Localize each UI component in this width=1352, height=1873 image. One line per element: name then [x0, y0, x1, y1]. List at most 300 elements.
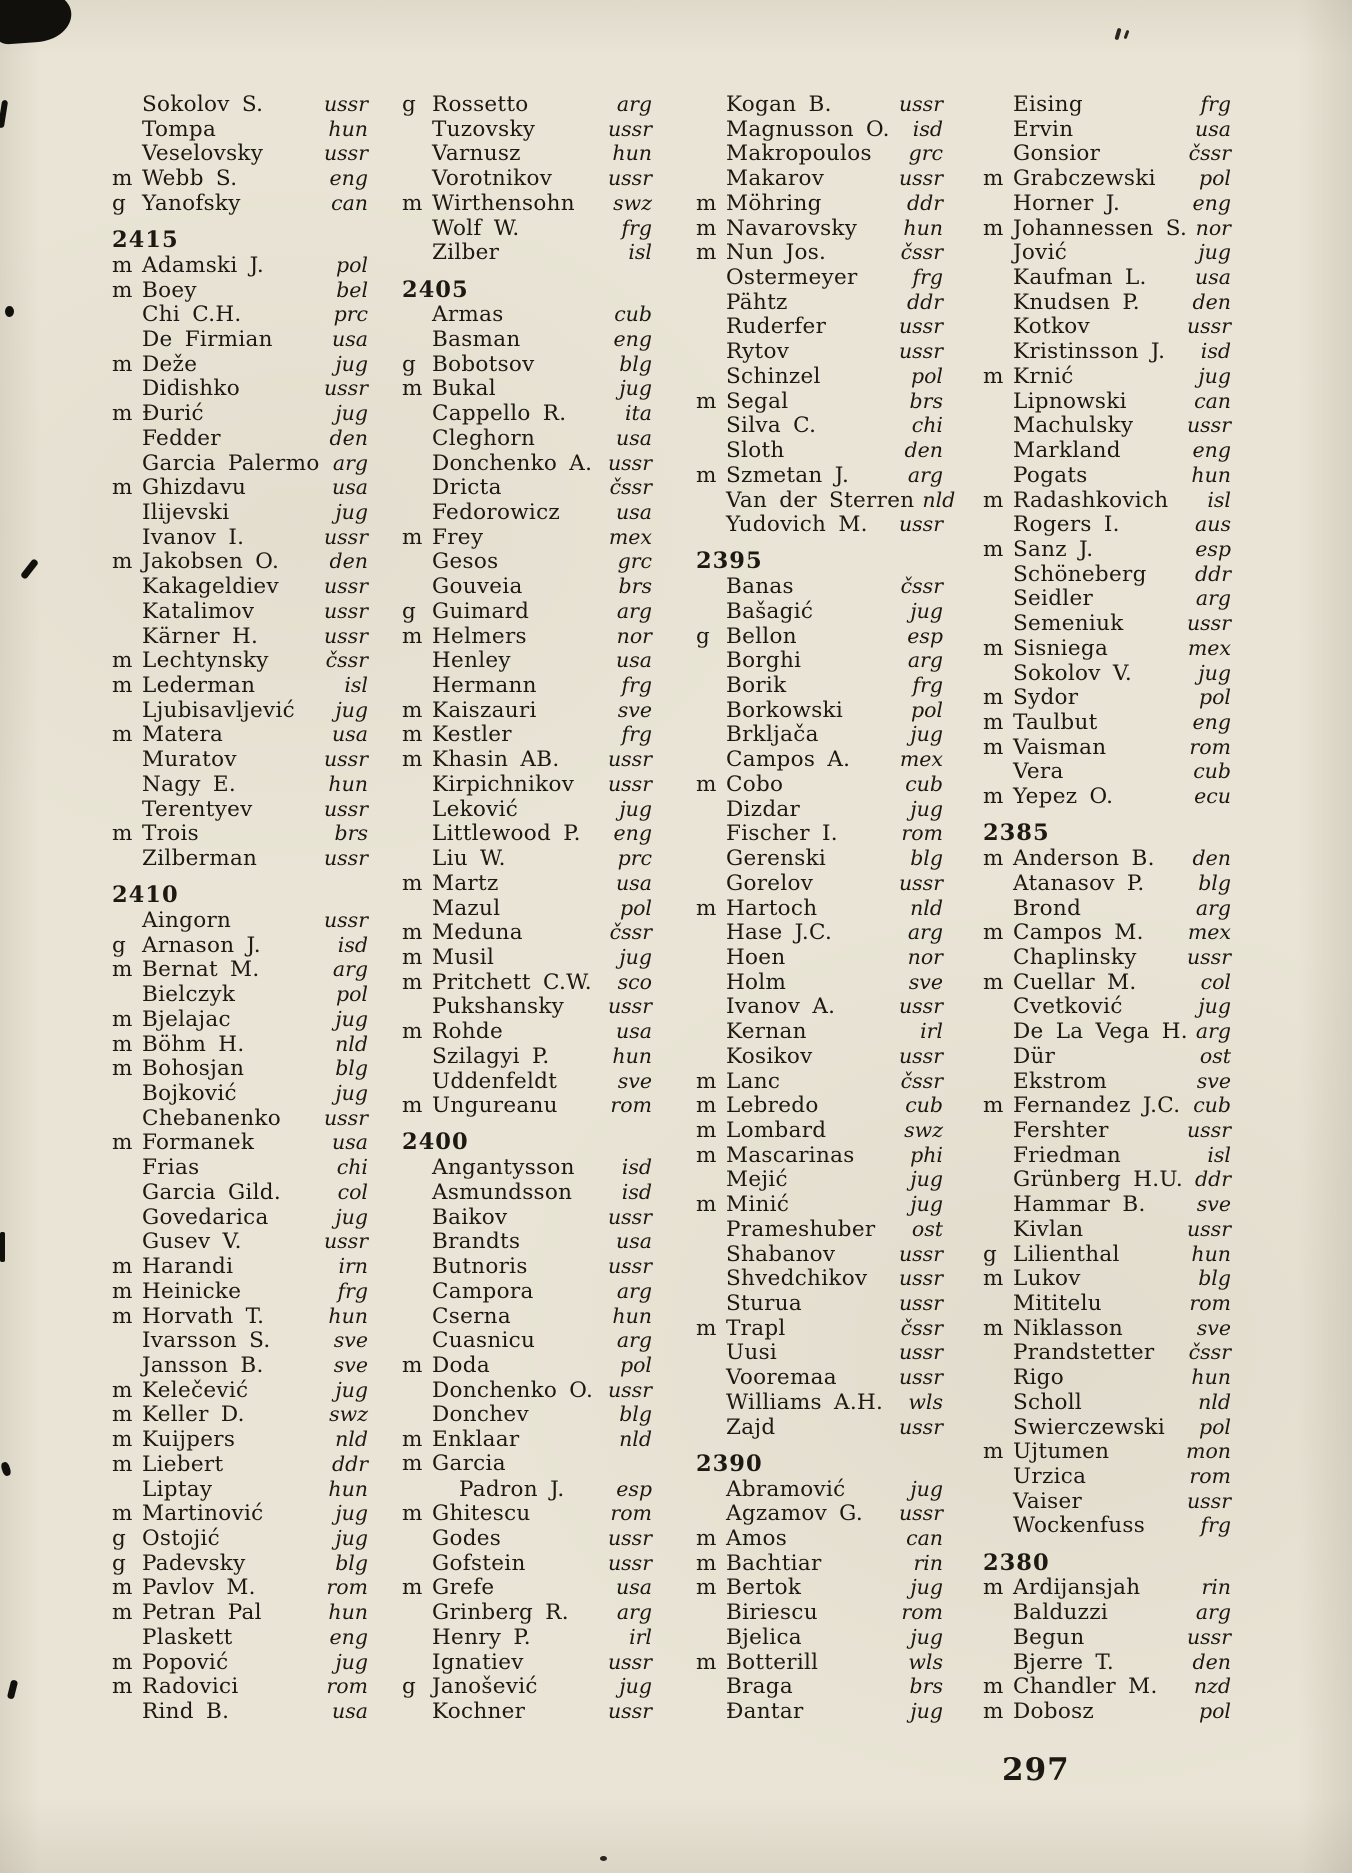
player-name: Kogan B.: [726, 92, 832, 117]
country-code: ussr: [1186, 1117, 1231, 1142]
player-name: Hartoch: [726, 895, 818, 921]
country-code: arg: [332, 957, 368, 982]
player-name: Webb S.: [142, 166, 238, 192]
player-row: [983, 1513, 1231, 1538]
country-code: isd: [1200, 339, 1231, 364]
country-code: usa: [616, 500, 652, 524]
country-code: ussr: [323, 1105, 368, 1130]
player-row: [983, 290, 1231, 315]
player-name: Böhm H.: [142, 1031, 245, 1057]
player-name: Harandi: [142, 1254, 234, 1280]
country-code: sve: [1196, 1315, 1231, 1340]
country-code: mex: [608, 524, 652, 549]
country-code: ussr: [323, 1229, 368, 1254]
player-row: [402, 599, 652, 624]
country-code: cub: [614, 302, 652, 327]
country-code: blg: [619, 351, 652, 376]
player-row: [696, 463, 943, 488]
player-name: Shvedchikov: [726, 1266, 868, 1292]
player-row: [402, 821, 652, 846]
country-code: pol: [910, 697, 943, 722]
title-flag: m: [983, 1093, 1004, 1119]
player-row: [696, 1118, 943, 1143]
player-row: [696, 1316, 943, 1341]
player-row: [402, 1477, 652, 1502]
scan-artifact: [1124, 30, 1130, 39]
player-name: Rossetto: [432, 92, 529, 117]
player-name: Dobosz: [1013, 1699, 1095, 1724]
country-code: isd: [621, 1155, 652, 1180]
player-row: [112, 1526, 368, 1551]
player-name: Gerenski: [726, 846, 827, 872]
player-row: [696, 117, 943, 142]
title-flag: m: [112, 1575, 133, 1601]
player-row: [696, 438, 943, 463]
player-name: Bjerre T.: [1013, 1649, 1115, 1675]
country-code: jug: [1198, 240, 1231, 265]
title-flag: m: [112, 351, 133, 377]
player-row: [983, 216, 1231, 241]
country-code: ddr: [331, 1451, 368, 1476]
country-code: blg: [335, 1550, 368, 1575]
player-name: Dizdar: [726, 796, 801, 822]
player-row: [983, 871, 1231, 896]
player-row: [402, 549, 652, 574]
country-code: mex: [899, 747, 943, 772]
player-row: [983, 1044, 1231, 1069]
player-row: [402, 216, 652, 241]
player-row: [402, 747, 652, 772]
country-code: arg: [616, 1328, 652, 1353]
title-flag: m: [112, 1501, 133, 1527]
player-row: [983, 1266, 1231, 1291]
country-code: ddr: [906, 289, 943, 314]
country-code: den: [904, 438, 943, 463]
player-row: [696, 1340, 943, 1365]
country-code: ussr: [323, 376, 368, 401]
player-name: Kelečević: [142, 1377, 249, 1403]
player-row: [983, 611, 1231, 636]
player-name: Lechtynsky: [142, 648, 269, 674]
player-row: [696, 240, 943, 265]
player-name: Ostermeyer: [726, 265, 858, 291]
player-name: Brkljača: [726, 722, 819, 748]
player-row: [402, 624, 652, 649]
player-name: Ujtumen: [1013, 1439, 1110, 1465]
player-row: [402, 1650, 652, 1675]
country-code: ecu: [1194, 784, 1231, 809]
player-name: Krnić: [1013, 363, 1074, 389]
title-flag: m: [402, 1575, 423, 1601]
title-flag: m: [402, 969, 423, 995]
player-row: [983, 920, 1231, 945]
title-flag: g: [983, 1241, 997, 1267]
player-name: Grünberg H.U.: [1013, 1167, 1183, 1193]
player-row: [402, 970, 652, 995]
player-row: [983, 265, 1231, 290]
country-code: usa: [1195, 116, 1231, 141]
player-row: [112, 747, 368, 772]
player-name: Zilberman: [142, 846, 258, 872]
rating-column-3: [696, 92, 956, 1724]
title-flag: m: [983, 1575, 1004, 1601]
country-code: ussr: [898, 512, 943, 537]
player-name: Jakobsen O.: [142, 549, 280, 575]
country-code: jug: [335, 1081, 368, 1106]
player-name: Sloth: [726, 438, 785, 464]
player-row: [696, 413, 943, 438]
player-name: Rigo: [1013, 1365, 1064, 1391]
country-code: eng: [613, 821, 652, 846]
player-name: Meduna: [432, 920, 523, 946]
player-row: [112, 1304, 368, 1329]
title-flag: m: [112, 1402, 133, 1428]
title-flag: m: [696, 1192, 717, 1218]
title-flag: m: [983, 166, 1004, 192]
player-name: Matera: [142, 722, 224, 748]
title-flag: m: [402, 944, 423, 970]
country-code: cub: [905, 771, 943, 796]
player-row: [402, 1575, 652, 1600]
player-name: Enklaar: [432, 1427, 520, 1453]
country-code: nld: [335, 1427, 368, 1452]
player-name: Leković: [432, 796, 519, 822]
country-code: ussr: [898, 166, 943, 191]
player-row: [112, 1551, 368, 1576]
title-flag: m: [696, 1525, 717, 1551]
player-row: [983, 1316, 1231, 1341]
title-flag: m: [112, 1278, 133, 1304]
player-row: [402, 1254, 652, 1279]
player-name: Lilienthal: [1013, 1241, 1120, 1267]
country-code: ussr: [898, 1414, 943, 1439]
title-flag: m: [402, 1019, 423, 1045]
country-code: ddr: [906, 190, 943, 215]
player-name: Horner J.: [1013, 190, 1121, 216]
player-row: [402, 1180, 652, 1205]
player-name: Lipnowski: [1013, 388, 1127, 414]
player-row: [983, 586, 1231, 611]
player-row: [983, 488, 1231, 513]
player-row: [983, 1625, 1231, 1650]
player-row: [112, 957, 368, 982]
player-row: [112, 1106, 368, 1131]
country-code: usa: [616, 1229, 652, 1254]
country-code: ussr: [607, 994, 652, 1019]
player-name: Aingorn: [142, 908, 232, 933]
player-row: [112, 1254, 368, 1279]
player-name: Abramović: [726, 1476, 846, 1502]
country-code: hun: [328, 1476, 368, 1501]
scan-artifact: [600, 1856, 607, 1861]
player-row: [402, 772, 652, 797]
country-code: rom: [610, 1501, 652, 1526]
title-flag: m: [402, 1093, 423, 1119]
title-flag: m: [696, 771, 717, 797]
title-flag: m: [983, 709, 1004, 735]
player-row: [112, 1130, 368, 1155]
player-row: [402, 1205, 652, 1230]
country-code: jug: [335, 697, 368, 722]
player-name: Godes: [432, 1525, 502, 1551]
player-name: Ghizdavu: [142, 475, 247, 501]
player-row: [983, 438, 1231, 463]
player-row: [696, 1192, 943, 1217]
title-flag: m: [112, 401, 133, 427]
player-name: Vera: [1013, 759, 1064, 785]
player-name: De La Vega H.: [1013, 1019, 1188, 1045]
player-name: Radashkovich: [1013, 487, 1169, 513]
player-name: Arnason J.: [142, 932, 261, 958]
country-code: ussr: [898, 870, 943, 895]
country-code: esp: [907, 623, 943, 648]
country-code: hun: [612, 1043, 652, 1068]
player-row: [112, 1229, 368, 1254]
player-name: Kakageldiev: [142, 574, 279, 600]
country-code: ussr: [323, 92, 368, 116]
player-name: Brond: [1013, 895, 1082, 921]
player-row: [696, 1019, 943, 1044]
player-name: Schöneberg: [1013, 561, 1147, 587]
player-row: [112, 1205, 368, 1230]
title-flag: m: [696, 1142, 717, 1168]
player-name: Formanek: [142, 1130, 255, 1156]
country-code: ussr: [1186, 1488, 1231, 1513]
player-name: Ungureanu: [432, 1093, 558, 1119]
player-row: [983, 1192, 1231, 1217]
player-row: [983, 141, 1231, 166]
player-row: [696, 1600, 943, 1625]
player-name: Banas: [726, 574, 794, 600]
player-row: [402, 1674, 652, 1699]
country-code: jug: [335, 1377, 368, 1402]
country-code: frg: [621, 722, 652, 747]
player-name: Kuijpers: [142, 1427, 236, 1453]
country-code: ussr: [323, 598, 368, 623]
country-code: ussr: [898, 1365, 943, 1390]
country-code: brs: [909, 388, 943, 413]
country-code: ussr: [1186, 1624, 1231, 1649]
country-code: jug: [335, 1501, 368, 1526]
player-name: Didishko: [142, 376, 241, 402]
player-name: Hase J.C.: [726, 920, 833, 946]
player-row: [696, 1625, 943, 1650]
player-row: [983, 1291, 1231, 1316]
player-name: Ekstrom: [1013, 1068, 1108, 1094]
player-row: [112, 722, 368, 747]
player-name: Fernandez J.C.: [1013, 1093, 1181, 1119]
player-row: [696, 1699, 943, 1724]
country-code: rom: [1189, 1464, 1231, 1489]
player-name: Rytov: [726, 339, 790, 365]
player-name: Ardijansjah: [1013, 1575, 1141, 1601]
country-code: arg: [616, 1600, 652, 1625]
player-row: [112, 698, 368, 723]
player-name: Amos: [726, 1525, 788, 1551]
country-code: ussr: [898, 1501, 943, 1526]
player-row: [696, 265, 943, 290]
country-code: jug: [910, 1575, 943, 1600]
player-row: [112, 92, 368, 117]
country-code: ussr: [898, 1340, 943, 1365]
rating-column-2: [402, 92, 652, 1724]
player-name: Swierczewski: [1013, 1414, 1166, 1440]
title-flag: m: [696, 1093, 717, 1119]
player-name: Vooremaa: [726, 1365, 837, 1391]
player-row: [983, 463, 1231, 488]
player-name: Varnusz: [432, 141, 521, 167]
player-name: Muratov: [142, 747, 237, 773]
country-code: usa: [332, 1130, 368, 1155]
player-row: [402, 1093, 652, 1118]
player-row: [983, 1365, 1231, 1390]
player-name: Govedarica: [142, 1204, 269, 1230]
player-row: [402, 451, 652, 476]
country-code: jug: [619, 944, 652, 969]
player-row: [983, 562, 1231, 587]
player-row: [402, 1353, 652, 1378]
player-row: [696, 1650, 943, 1675]
country-code: brs: [618, 574, 652, 599]
player-row: [112, 525, 368, 550]
player-name: Agzamov G.: [726, 1501, 863, 1527]
player-name: Basman: [432, 326, 521, 352]
country-code: mex: [1187, 635, 1231, 660]
title-flag: g: [402, 598, 416, 624]
player-name: Henley: [432, 648, 511, 674]
player-row: [112, 327, 368, 352]
player-row: [696, 698, 943, 723]
country-code: rin: [1201, 1575, 1231, 1600]
country-code: ussr: [607, 1699, 652, 1723]
player-row: [983, 1650, 1231, 1675]
player-name: Lanc: [726, 1068, 781, 1094]
player-name: Machulsky: [1013, 413, 1134, 439]
player-row: [402, 871, 652, 896]
title-flag: m: [402, 747, 423, 773]
title-flag: m: [112, 1377, 133, 1403]
country-code: ussr: [1186, 944, 1231, 969]
country-code: ussr: [898, 1291, 943, 1315]
country-code: nld: [922, 487, 956, 512]
player-name: Zilber: [432, 240, 500, 266]
player-name: Heinicke: [142, 1278, 242, 1304]
country-code: irl: [629, 1624, 652, 1649]
player-row: [402, 1069, 652, 1094]
player-name: Helmers: [432, 623, 527, 649]
player-name: Prameshuber: [726, 1216, 876, 1242]
country-code: arg: [1195, 1600, 1231, 1625]
player-name: Ervin: [1013, 116, 1074, 142]
country-code: cub: [1193, 759, 1231, 784]
player-row: [112, 673, 368, 698]
title-flag: m: [112, 648, 133, 674]
player-name: De Firmian: [142, 326, 273, 352]
country-code: blg: [335, 1056, 368, 1081]
country-code: hun: [903, 215, 943, 240]
country-code: cub: [1193, 1093, 1231, 1118]
player-row: [983, 784, 1231, 809]
player-name: Bašagić: [726, 598, 814, 624]
player-name: Jansson B.: [142, 1352, 264, 1378]
country-code: mon: [1186, 1439, 1231, 1464]
player-row: [402, 302, 652, 327]
player-row: [402, 240, 652, 265]
player-name: Boey: [142, 277, 197, 303]
player-row: [696, 1390, 943, 1415]
country-code: ussr: [607, 1525, 652, 1550]
country-code: pol: [910, 363, 943, 388]
country-code: ussr: [323, 846, 368, 871]
player-name: Cvetković: [1013, 994, 1123, 1020]
player-row: [112, 624, 368, 649]
country-code: col: [337, 1179, 368, 1204]
country-code: esp: [1195, 536, 1231, 561]
player-row: [696, 166, 943, 191]
player-row: [696, 574, 943, 599]
player-name: Yanofsky: [142, 190, 241, 216]
country-code: swz: [329, 1402, 368, 1427]
player-row: [983, 1390, 1231, 1415]
player-row: [112, 1056, 368, 1081]
player-row: [112, 166, 368, 191]
player-row: [696, 1365, 943, 1390]
country-code: den: [1192, 846, 1231, 871]
country-code: usa: [616, 425, 652, 450]
player-row: [696, 1291, 943, 1316]
country-code: čssr: [1188, 141, 1231, 166]
country-code: hun: [1191, 462, 1231, 487]
country-code: jug: [910, 1699, 943, 1723]
player-name: Gusev V.: [142, 1229, 242, 1255]
country-code: rom: [901, 821, 943, 846]
player-row: [696, 648, 943, 673]
player-name: Petran Pal: [142, 1600, 262, 1626]
player-name: Vaiser: [1013, 1488, 1083, 1514]
player-name: Bachtiar: [726, 1550, 822, 1576]
player-row: [696, 1551, 943, 1576]
title-flag: g: [112, 190, 126, 216]
title-flag: m: [983, 363, 1004, 389]
player-name: Makarov: [726, 166, 825, 192]
country-code: ussr: [607, 747, 652, 772]
title-flag: m: [112, 166, 133, 192]
player-row: [112, 1032, 368, 1057]
title-flag: m: [112, 277, 133, 303]
rating-group-header: 2380: [983, 1549, 1050, 1576]
player-name: Chaplinsky: [1013, 944, 1137, 970]
player-name: Ruderfer: [726, 314, 827, 340]
player-row: [983, 636, 1231, 661]
country-code: rin: [913, 1550, 943, 1575]
player-row: [112, 1180, 368, 1205]
player-name: Wolf W.: [432, 215, 520, 241]
player-row: [402, 1402, 652, 1427]
player-row: [402, 376, 652, 401]
player-row: [112, 1452, 368, 1477]
country-code: prc: [333, 302, 368, 327]
player-name: Veselovsky: [142, 141, 264, 167]
country-code: bel: [336, 277, 368, 302]
player-name: Shabanov: [726, 1241, 836, 1267]
title-flag: m: [402, 376, 423, 402]
player-row: [983, 1118, 1231, 1143]
country-code: cub: [905, 1093, 943, 1118]
player-name: Silva C.: [726, 413, 817, 439]
country-code: čssr: [1188, 1340, 1231, 1365]
player-name: Ilijevski: [142, 500, 230, 525]
title-flag: m: [696, 1315, 717, 1341]
